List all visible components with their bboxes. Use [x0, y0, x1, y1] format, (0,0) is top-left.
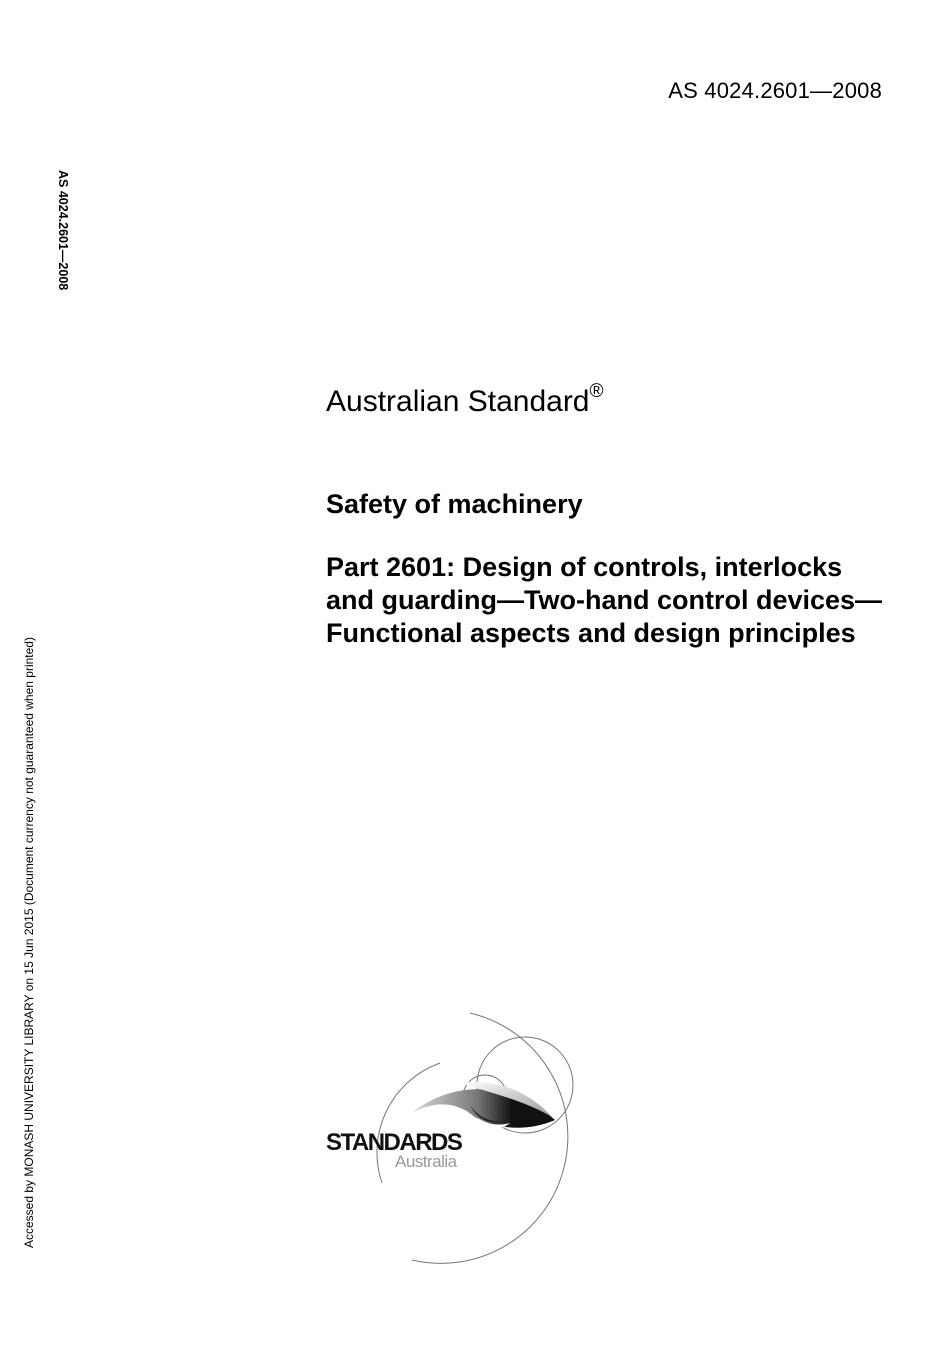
spine-document-number: AS 4024.2601—2008	[56, 170, 70, 291]
standards-australia-logo	[320, 1005, 590, 1275]
logo-wordmark: STANDARDS	[326, 1129, 462, 1156]
document-number: AS 4024.2601—2008	[668, 78, 882, 103]
registered-mark: ®	[589, 381, 604, 402]
part-title: Part 2601: Design of controls, interlocks and guarding—Two-hand control devices—Functional aspects and design principles	[326, 552, 883, 648]
access-notice: Accessed by MONASH UNIVERSITY LIBRARY on 15 Jun 2015 (Document currency not guaranteed when printed)	[22, 637, 36, 1248]
series-name-text: Australian Standard	[326, 385, 590, 418]
logo-subtext: Australia	[395, 1152, 457, 1171]
standard-title: Safety of machinery	[326, 489, 583, 519]
series-name	[326, 381, 604, 419]
